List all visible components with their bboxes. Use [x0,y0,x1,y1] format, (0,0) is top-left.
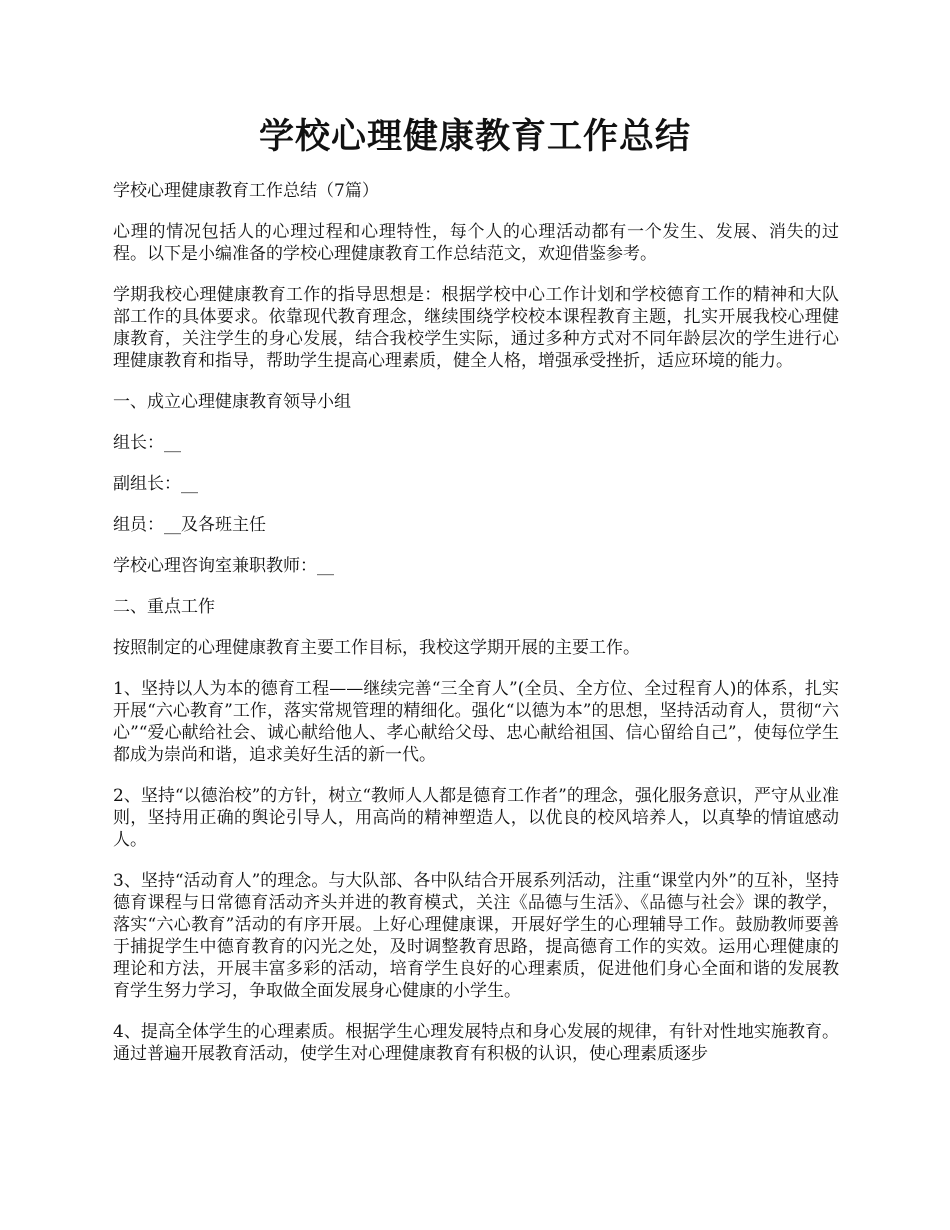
item-2-paragraph: 2、坚持“以德治校”的方针，树立“教师人人都是德育工作者”的理念，强化服务意识，严守从业准则，坚持用正确的舆论引导人，用高尚的精神塑造人，以优良的校风培养人，以真挚的情谊感动人。 [113,786,839,850]
item-3-paragraph: 3、坚持“活动育人”的理念。与大队部、各中队结合开展系列活动，注重“课堂内外”的互补，坚持德育课程与日常德育活动齐头并进的教育模式，关注《品德与生活》、《品德与社会》课的教学，落实“六心教育”活动的有序开展。上好心理健康课，开展好学生的心理辅导工作。鼓励教师要善于捕捉学生中德育教育的闪光之处，及时调整教育思路，提高德育工作的实效。运用心理健康的理论和方法，开展丰富多彩的活动，培育学生良好的心理素质，促进他们身心全面和谐的发展教育学生努力学习，争取做全面发展身心健康的小学生。 [113,871,839,1001]
members-line: 组员：__及各班主任 [113,515,266,535]
document-subtitle: 学校心理健康教育工作总结（7篇） [113,181,379,201]
leader-line: 组长：__ [113,433,181,453]
guiding-ideology-paragraph: 学期我校心理健康教育工作的指导思想是：根据学校中心工作计划和学校德育工作的精神和大队部工作的具体要求。依靠现代教育理念，继续围绕学校校本课程教育主题，扎实开展我校心理健康教育，关注学生的身心发展，结合我校学生实际，通过多种方式对不同年龄层次的学生进行心理健康教育和指导，帮助学生提高心理素质，健全人格，增强承受挫折，适应环境的能力。 [113,285,839,371]
document-body [113,180,839,1084]
section-heading-key-work: 二、重点工作 [113,597,215,617]
item-1-paragraph: 1、坚持以人为本的德育工程——继续完善“三全育人”(全员、全方位、全过程育人)的体系，扎实开展“六心教育”工作，落实常规管理的精细化。强化“以德为本”的思想，坚持活动育人，贯彻“六心”“爱心献给社会、诚心献给他人、孝心献给父母、忠心献给祖国、信心留给自己”，使每位学生都成为崇尚和谐，追求美好生活的新一代。 [113,679,839,765]
document-title: 学校心理健康教育工作总结 [258,117,691,157]
intro-paragraph: 心理的情况包括人的心理过程和心理特性，每个人的心理活动都有一个发生、发展、消失的过程。以下是小编准备的学校心理健康教育工作总结范文，欢迎借鉴参考。 [113,222,839,264]
deputy-leader-line: 副组长：__ [113,474,198,494]
section-heading-leadership: 一、成立心理健康教育领导小组 [113,392,351,412]
item-4-paragraph: 4、提高全体学生的心理素质。根据学生心理发展特点和身心发展的规律，有针对性地实施教育。通过普遍开展教育活动，使学生对心理健康教育有积极的认识，使心理素质逐步 [113,1022,839,1064]
counselor-line: 学校心理咨询室兼职教师：__ [113,556,334,576]
key-work-intro: 按照制定的心理健康教育主要工作目标，我校这学期开展的主要工作。 [113,638,640,658]
